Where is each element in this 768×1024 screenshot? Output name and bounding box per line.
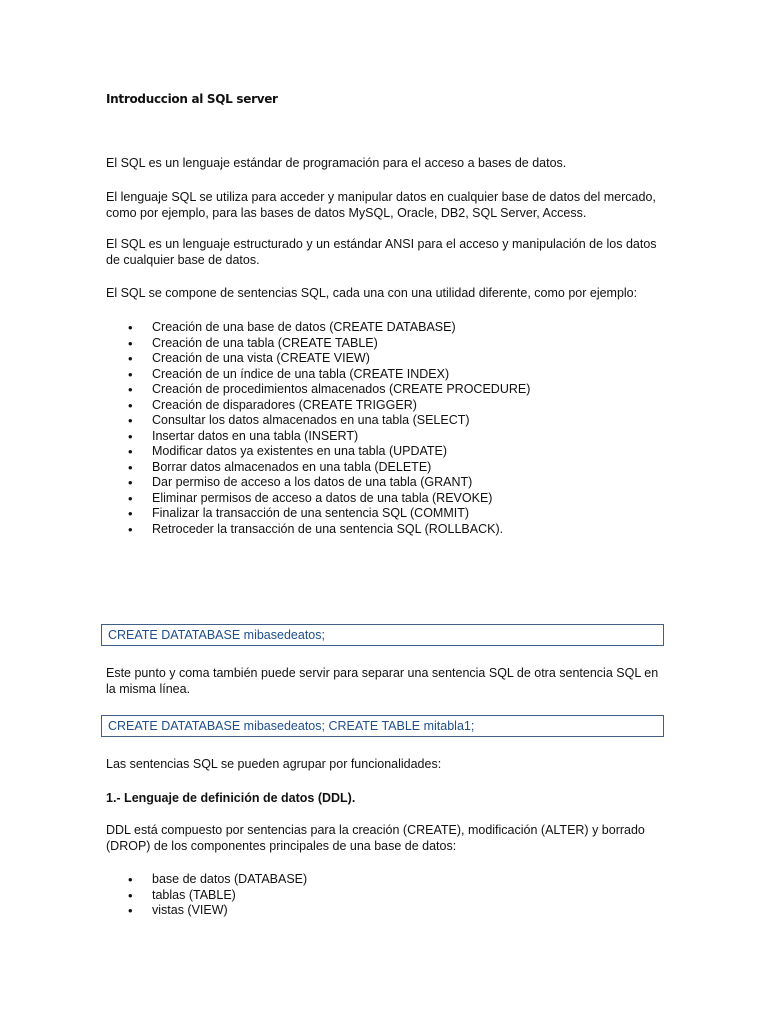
paragraph-ansi: El SQL es un lenguaje estructurado y un estándar ANSI para el acceso y manipulación de los datos de cualquier base de datos. [106, 237, 657, 267]
list-item: • Insertar datos en una tabla (INSERT) [106, 429, 530, 445]
paragraph-intro: El SQL es un lenguaje estándar de programación para el acceso a bases de datos. [106, 156, 567, 170]
paragraph-grouping-note: Las sentencias SQL se pueden agrupar por funcionalidades: [106, 757, 442, 771]
list-item: • tablas (TABLE) [106, 888, 307, 904]
list-item: • Creación de una tabla (CREATE TABLE) [106, 336, 530, 352]
paragraph-usage: El lenguaje SQL se utiliza para acceder y manipular datos en cualquier base de datos del mercado, como por ejemplo, para las bases de datos MySQL, Oracle, DB2, SQL Server, Access. [106, 190, 656, 220]
section-heading-ddl: 1.- Lenguaje de definición de datos (DDL). [106, 791, 356, 805]
list-item: • Creación de disparadores (CREATE TRIGGER) [106, 398, 530, 414]
list-item: • base de datos (DATABASE) [106, 872, 307, 888]
paragraph-ddl-description: DDL está compuesto por sentencias para la creación (CREATE), modificación (ALTER) y borrado (DROP) de los componentes principales de una base de datos: [106, 823, 645, 853]
code-example-create-database: CREATE DATATABASE mibasedeatos; [101, 624, 664, 646]
sql-statement-list [106, 320, 530, 537]
list-item: • vistas (VIEW) [106, 903, 307, 919]
list-item: • Eliminar permisos de acceso a datos de una tabla (REVOKE) [106, 491, 530, 507]
ddl-component-list [106, 872, 307, 919]
paragraph-statements: El SQL se compone de sentencias SQL, cada una con una utilidad diferente, como por ejemplo: [106, 286, 638, 300]
paragraph-semicolon-note: Este punto y coma también puede servir para separar una sentencia SQL de otra sentencia SQL en la misma línea. [106, 666, 659, 696]
list-item: • Creación de una vista (CREATE VIEW) [106, 351, 530, 367]
list-item: • Modificar datos ya existentes en una tabla (UPDATE) [106, 444, 530, 460]
list-item: • Retroceder la transacción de una sentencia SQL (ROLLBACK). [106, 522, 530, 538]
list-item: • Creación de procedimientos almacenados (CREATE PROCEDURE) [106, 382, 530, 398]
code-example-two-statements: CREATE DATATABASE mibasedeatos; CREATE TABLE mitabla1; [101, 715, 664, 737]
list-item: • Borrar datos almacenados en una tabla (DELETE) [106, 460, 530, 476]
list-item: • Creación de un índice de una tabla (CREATE INDEX) [106, 367, 530, 383]
list-item: • Finalizar la transacción de una sentencia SQL (COMMIT) [106, 506, 530, 522]
document-title: Introduccion al SQL server [106, 92, 278, 106]
list-item: • Creación de una base de datos (CREATE DATABASE) [106, 320, 530, 336]
list-item: • Dar permiso de acceso a los datos de una tabla (GRANT) [106, 475, 530, 491]
list-item: • Consultar los datos almacenados en una tabla (SELECT) [106, 413, 530, 429]
